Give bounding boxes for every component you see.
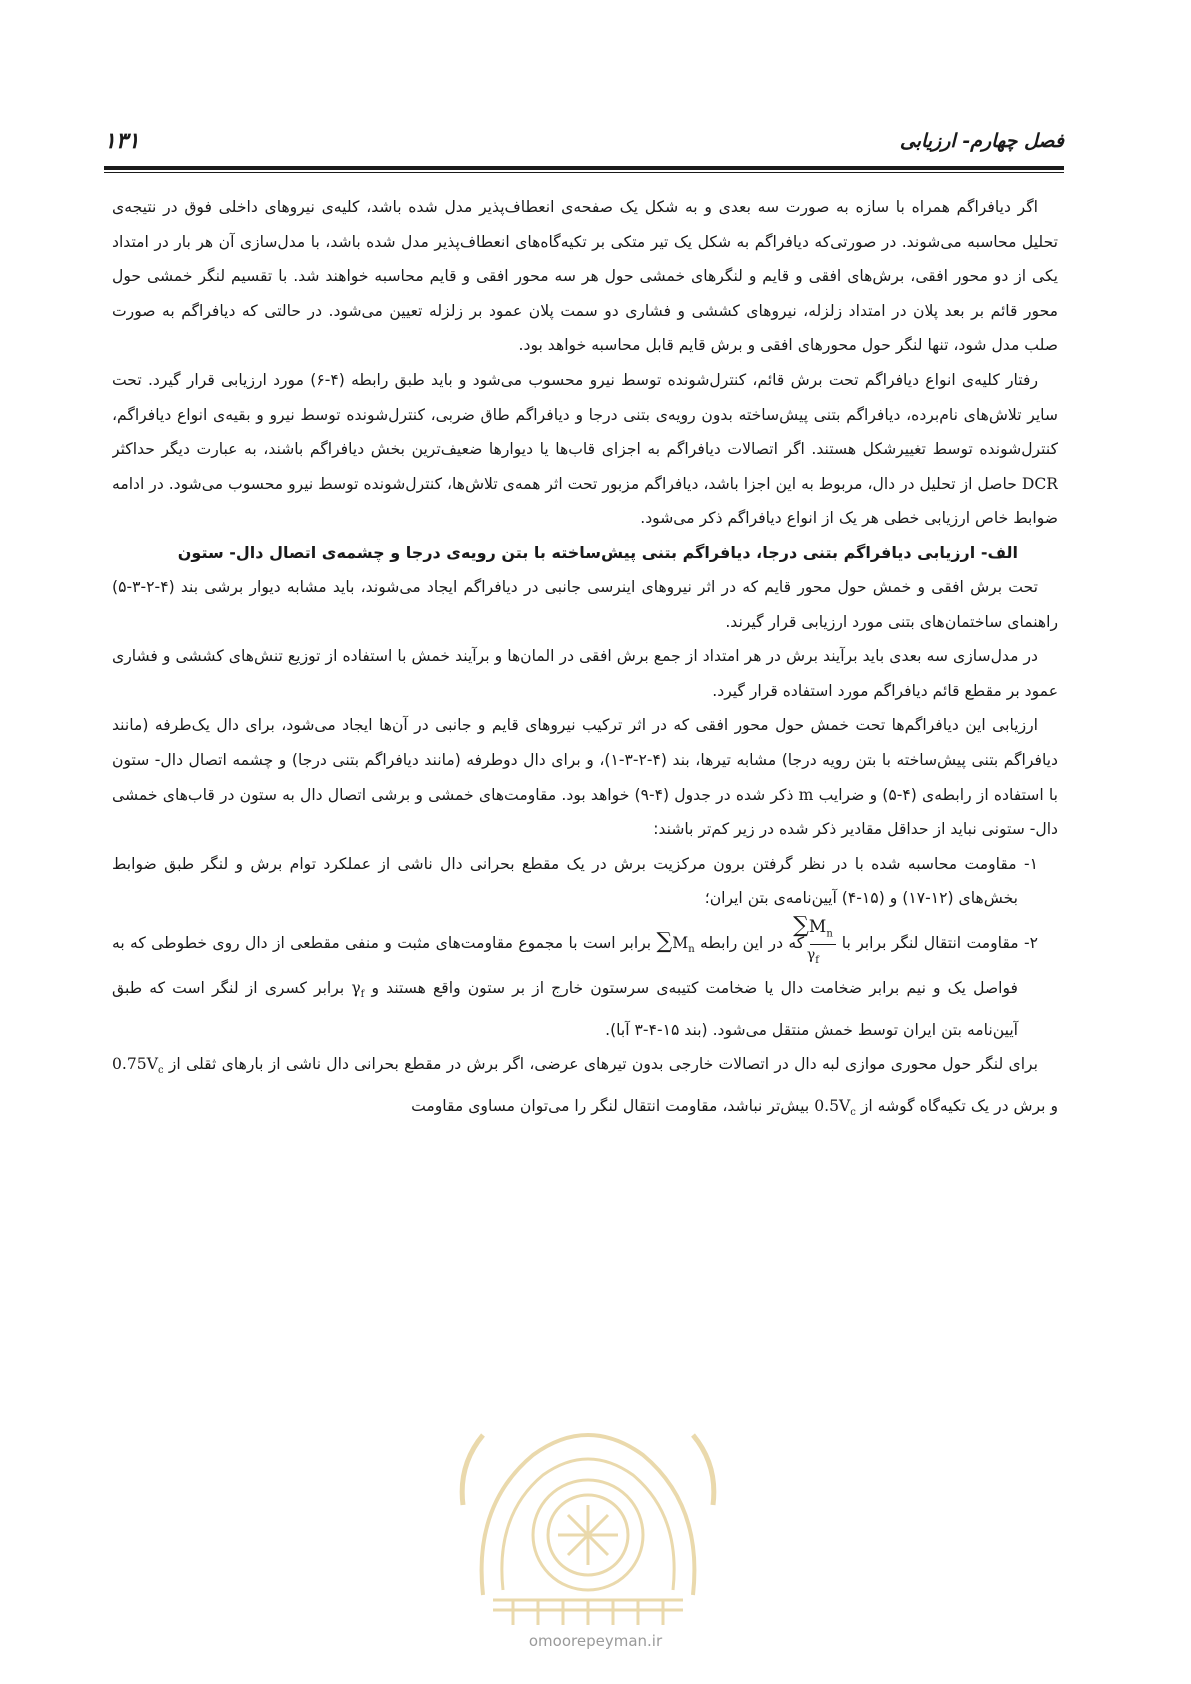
sum-mn-symbol: $\sum M_n$ xyxy=(656,928,695,956)
header-rule-thin xyxy=(104,172,1064,173)
paragraph-5 xyxy=(112,708,1058,846)
paragraph-3: تحت برش افقی و خمش حول محور قایم که در اثر نیروهای اینرسی جانبی در دیافراگم ایجاد می‌شوند، باید مشابه دیوار برشی بند (۴-۲-۳-۵) راهنمای ساختمان‌های بتنی مورد ارزیابی قرار گیرند. xyxy=(112,577,1058,631)
body-text xyxy=(112,190,1058,1480)
paragraph-6-text-a: برای لنگر حول محوری موازی لبه دال در اتصالات خارجی بدون تیرهای عرضی، اگر برش در مقطع بحرانی دال ناشی از بارهای ثقلی از xyxy=(168,1055,1038,1074)
coef-05vc: $0.5V_c$ xyxy=(814,1097,856,1119)
gamma-f-symbol: $\gamma_f$ xyxy=(351,979,365,1001)
item-2-text-d: برابر کسری از لنگر است که طبق آیین‌نامه بتن ایران توسط خمش منتقل می‌شود. (بند ۱۵-۴-۳ آبا). xyxy=(112,979,1018,1039)
header-rule-thick xyxy=(104,166,1064,170)
list-item-2 xyxy=(112,912,1058,1047)
paragraph-5-text-a: ارزیابی این دیافراگم‌ها تحت خمش حول محور افقی که در اثر ترکیب نیروهای قایم و جانبی در آن‌ها ایجاد می‌شود، برای دال یک‌طرفه (مانند دیافراگم بتنی پیش‌ساخته با بتن رویه درجا) مشابه تیرها، بند (۴-۲-۳-۱)، و برای دال دوطرفه (مانند دیافراگم بتنی درجا) و چشمه اتصال دال- ستون با استفاده از رابطه‌ی (۴-۵) و ضرایب xyxy=(112,716,1058,804)
dcr-term: DCR xyxy=(1021,474,1058,493)
moment-transfer-fraction xyxy=(793,912,836,971)
seal-watermark-icon xyxy=(443,1385,733,1635)
paragraph-2-text-b: حاصل از تحلیل در دال، مربوط به این اجزا باشد، دیافراگم مزبور تحت اثر همه‌ی تلاش‌ها، کنترل‌شونده توسط نیرو محسوب می‌شود. در ادامه ضوابط خاص ارزیابی خطی هر یک از انواع دیافراگم ذکر می‌شود. xyxy=(112,474,1058,528)
page-header xyxy=(104,130,1064,160)
paragraph-6 xyxy=(112,1047,1058,1130)
paragraph-2 xyxy=(112,363,1058,536)
paragraph-1: اگر دیافراگم همراه با سازه به صورت سه بعدی و به شکل یک صفحه‌ی انعطاف‌پذیر مدل شده باشد، کلیه‌ی نیروهای داخلی فوق در نتیجه‌ی تحلیل محاسبه می‌شوند. در صورتی‌که دیافراگم به شکل یک تیر متکی بر تکیه‌گاه‌های انعطاف‌پذیر مدل شده باشد، با مدل‌سازی آن هر بار در امتداد یکی از دو محور افقی، برش‌های افقی و قایم و لنگرهای خمشی حول هر سه محور افقی و قایم محاسبه خواهند شد. با تقسیم لنگر خمشی حول محور قائم بر بعد پلان در امتداد زلزله، نیروهای کششی و فشاری دو سمت پلان عمود بر زلزله تعیین می‌شود. در حالتی که دیافراگم به صورت صلب مدل شود، تنها لنگر حول محورهای افقی و برش قایم قابل محاسبه خواهد بود. xyxy=(112,198,1058,355)
list-item-1: ۱- مقاومت محاسبه شده با در نظر گرفتن برون مرکزیت برش در یک مقطع بحرانی دال ناشی از عملکرد توام برش و لنگر طبق ضوابط بخش‌های (۱۲-۱۷) و (۱۵-۴) آیین‌نامه‌ی بتن ایران؛ xyxy=(112,854,1038,908)
item-2-text-b: که در این رابطه xyxy=(699,933,805,952)
paragraph-6-text-b: و برش در یک تکیه‌گاه گوشه از xyxy=(860,1097,1058,1116)
paragraph-2-text-a: رفتار کلیه‌ی انواع دیافراگم تحت برش قائم، کنترل‌شونده توسط نیرو محسوب می‌شود و باید طبق رابطه (۴-۶) مورد ارزیابی قرار گیرد. تحت سایر تلاش‌های نام‌برده، دیافراگم بتنی پیش‌ساخته بدون رویه‌ی بتنی درجا و دیافراگم طاق ضربی، کنترل‌شونده توسط نیرو و بقیه‌ی انواع دیافراگم، کنترل‌شونده توسط تغییرشکل هستند. اگر اتصالات دیافراگم به اجزای قاب‌ها یا دیوارها ضعیف‌ترین بخش دیافراگم باشند، به عبارت دیگر حداکثر xyxy=(112,370,1058,459)
chapter-title: فصل چهارم- ارزیابی xyxy=(899,130,1064,152)
paragraph-4: در مدل‌سازی سه بعدی باید برآیند برش در هر امتداد از جمع برش افقی در المان‌ها و برآیند خمش با استفاده از توزیع تنش‌های کششی و فشاری عمود بر مقطع قائم دیافراگم مورد استفاده قرار گیرد. xyxy=(112,647,1058,700)
m-symbol: m xyxy=(798,785,814,804)
coef-075vc: $0.75V_c$ xyxy=(112,1055,164,1077)
paragraph-6-text-c: بیش‌تر نباشد، مقاومت انتقال لنگر را می‌توان مساوی مقاومت xyxy=(411,1097,810,1116)
page-number: ۱۳۱ xyxy=(104,128,140,154)
fraction-denominator: $\gamma_f$ xyxy=(806,947,819,967)
item-2-text-c: برابر است با مجموع مقاومت‌های مثبت و منفی مقطعی از دال روی خطوطی که به فواصل یک و نیم برابر ضخامت دال یا ضخامت کتیبه‌ی سرستون خارج از بر ستون واقع هستند و xyxy=(112,933,1018,998)
item-2-text-a: ۲- مقاومت انتقال لنگر برابر با xyxy=(841,933,1038,952)
paragraph-5-text-b: ذکر شده در جدول (۴-۹) خواهد بود. مقاومت‌های خمشی و برشی اتصال دال به ستون در قاب‌های خمشی دال- ستونی نباید از حداقل مقادیر ذکر شده در زیر کم‌تر باشند: xyxy=(112,785,1058,839)
fraction-numerator: $\sum M_n$ xyxy=(810,916,836,945)
section-heading-alef: الف- ارزیابی دیافراگم بتنی درجا، دیافراگم بتنی پیش‌ساخته با بتن رویه‌ی درجا و چشمه‌ی اتصال دال- ستون xyxy=(177,542,1018,562)
footer-website: omoorepeyman.ir xyxy=(528,1632,663,1650)
